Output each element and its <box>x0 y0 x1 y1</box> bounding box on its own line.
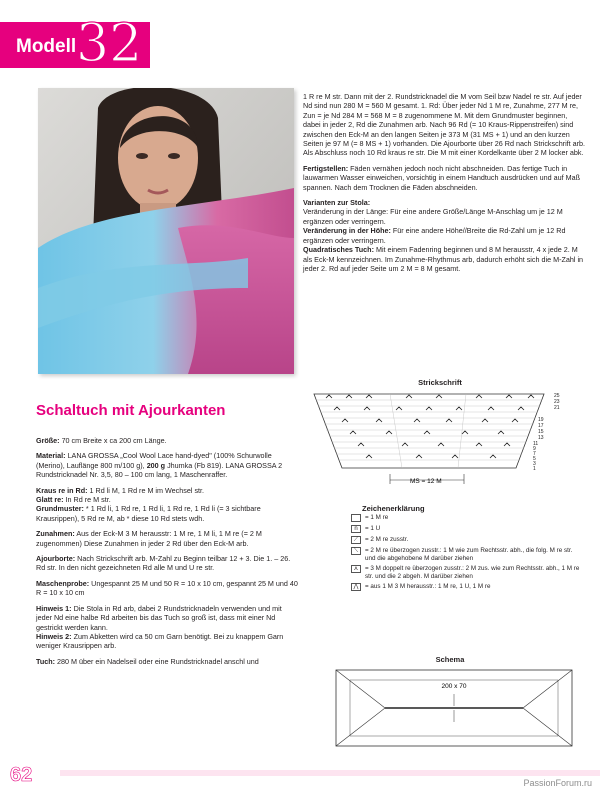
tuch-paragraph: Tuch: 280 M über ein Nadelseil oder eine Rundstricknadel anschl und <box>36 656 259 666</box>
legend-list <box>351 514 581 594</box>
tuch-continued: 1 R re M str. Dann mit der 2. Rundstricknadel die M vom Seil bzw Nadel re str. Auf jeder Nd sind nun 280 M = 560 M gesamt. 1. Rd: Über jeder Nd 1 M re, Zunahme, 277 M re, Zun = je Nd 284 M = 568 M = 8 zugenommene M. Mit dem Grundmuster beginnen, dabei in jeder 2, Rd die Zunahmen arb. Nach 96 Rd (= 10 Kraus-Rippenstreifen) sind zwischen den Eck-M an den langen Seiten je 373 M (31 MS + 1) und an den kurzen Seiten je 97 M (= 8 MS + 1) vorhanden. Die Ajourborte über 26 Rd nach Strickschrift arb. Als Abschluss noch 10 Rd kraus re str. Die M mit einer Kordelkante über 2 M locker abk. <box>303 92 586 158</box>
model-label: Modell <box>16 36 77 57</box>
legend-item: ⋏ = 3 M doppelt re überzogen zusstr.: 2 M zus. wie zum Rechtsstr. abh., 1 M re str. und die 2 abgeh. M darüber ziehen <box>351 565 581 580</box>
hinweise: Hinweis 1: Die Stola in Rd arb, dabei 2 Rundstricknadeln verwenden und mit jeder Nd eine halbe Rd arbeiten bis das Tuch so groß ist, dass mit einer Nd gestrickt werden kann. Hinweis 2: Zum Abketten wird ca 50 cm Garn benötigt. Bei zu knappem Garn weniger Krausrippen arb. <box>36 603 284 651</box>
quadratisch-text: Mit einem Fadenring beginnen und 8 M herausstr, 4 x jede 2. M als Eck-M kennzeichnen. Im Zunahme-Rhythmus arb, dadurch erhöht sich die M-Zahl in jeder 2. Rd auf jeder Seite um 2 M = 8 M gesamt. <box>303 245 584 273</box>
hoehe-text: Für eine andere Höhe//Breite die Rd-Zahl um je 12 Rd ergänzen oder verringern. <box>303 226 566 245</box>
material-paragraph: Material: LANA GROSSA „Cool Wool Lace hand-dyed" (100% Schurwolle (Merino), Lauflänge 800 m/100 g), 200 g Jhumka (Fb 819). LANA GROSSA 2 Rundstricknadel Nr. 3,5, 80 – 100 cm lang, 1 Maschenraffer. <box>36 451 283 480</box>
left-column-text <box>36 436 298 672</box>
varianten-label: Varianten zur Stola: <box>303 198 371 208</box>
legend-item: n = 1 U <box>351 525 581 533</box>
svg-text:21: 21 <box>554 405 560 411</box>
legend-item: ⟍ = 2 M re überzogen zusstr.: 1 M wie zum Rechtsstr. abh., die folg. M re str. und die abgehobene M darüber ziehen <box>351 547 581 562</box>
footer-bar <box>60 770 600 776</box>
legend-title: Zeichenerklärung <box>362 504 425 513</box>
zunahmen-paragraph: Zunahmen: Aus der Eck-M 3 M herausstr: 1 M re, 1 M li, 1 M re (= 2 M zugenommen) Diese Zunahmen in jeder 2 Rd über den Eck-M arb. <box>36 529 262 548</box>
ssk-symbol: ⟍ <box>351 547 361 555</box>
svg-text:11: 11 <box>533 441 539 447</box>
svg-text:5: 5 <box>533 456 536 462</box>
legend-item: ⟋ = 2 M re zusstr. <box>351 536 581 544</box>
knit-stitch-symbol <box>351 514 361 522</box>
page-number: 62 <box>10 764 33 786</box>
double-decrease-symbol: ⋏ <box>351 565 361 573</box>
quadratisch-label: Quadratisches Tuch: <box>303 245 374 255</box>
groesse-paragraph: Größe: 70 cm Breite x ca 200 cm Länge. <box>36 436 167 445</box>
fertigstellen-label: Fertigstellen: <box>303 163 349 173</box>
increase-symbol: ⋀ <box>351 583 361 591</box>
svg-text:25: 25 <box>554 393 560 399</box>
laenge-text: Veränderung in der Länge: Für eine andere Größe/Länge M-Anschlag um je 12 M ergänzen oder verringern. <box>303 207 563 226</box>
svg-text:3: 3 <box>533 461 536 467</box>
repeat-label: MS = 12 M <box>410 478 442 485</box>
svg-text:1: 1 <box>533 466 536 472</box>
hoehe-paragraph <box>303 226 586 245</box>
article-title: Schaltuch mit Ajourkanten <box>36 402 226 419</box>
svg-text:15: 15 <box>538 429 544 435</box>
hoehe-label: Veränderung in der Höhe: <box>303 226 391 236</box>
schema-dimension: 200 x 70 <box>441 683 467 690</box>
svg-text:19: 19 <box>538 417 544 423</box>
quadratisch-paragraph <box>303 245 586 273</box>
k2tog-symbol: ⟋ <box>351 536 361 544</box>
schema-title: Schema <box>435 655 465 664</box>
stitch-definitions: Kraus re in Rd: 1 Rd li M, 1 Rd re M im Wechsel str. Glatt re: In Rd re M str. Grundmuster: * 1 Rd li, 1 Rd re, 1 Rd li, 1 Rd re, 1 Rd li (= 3 sichtbare Krausrippen), 5 Rd re M, ab * diese 10 Rd stets wdh. <box>36 485 261 523</box>
right-column-text <box>303 92 586 273</box>
fertigstellen-paragraph <box>303 164 586 192</box>
maschenprobe-paragraph: Maschenprobe: Ungespannt 25 M und 50 R = 10 x 10 cm, gespannt 25 M und 40 R = 10 x 10 cm <box>36 578 298 598</box>
svg-text:9: 9 <box>533 446 536 452</box>
svg-text:7: 7 <box>533 451 536 457</box>
legend-item: ⋀ = aus 1 M 3 M herausstr.: 1 M re, 1 U, 1 M re <box>351 583 581 591</box>
site-watermark: PassionForum.ru <box>523 778 592 788</box>
chart-title: Strickschrift <box>418 378 462 387</box>
knitting-chart <box>306 388 586 490</box>
ajourborte-paragraph: Ajourborte: Nach Strickschrift arb. M-Zahl zu Beginn teilbar 12 + 3. Die 1. – 26. Rd str. In den nicht gezeichneten Rd alle M und U re str. <box>36 554 291 573</box>
svg-text:13: 13 <box>538 435 544 441</box>
yarn-over-symbol: n <box>351 525 361 533</box>
schema-diagram <box>330 666 580 752</box>
fertigstellen-text: Fäden vernähen jedoch noch nicht abschneiden. Das fertige Tuch in lauwarmen Wasser einweichen, vorsichtig in einem Handtuch ausdrücken und auf Maß spannen. Nach dem Trocknen die Fäden abschneiden. <box>303 163 580 192</box>
model-photo <box>38 88 294 374</box>
model-number: 32 <box>76 14 143 74</box>
varianten-section <box>303 198 586 273</box>
svg-text:17: 17 <box>538 423 544 429</box>
legend-item: = 1 M re <box>351 514 581 522</box>
svg-text:23: 23 <box>554 399 560 405</box>
woman-in-shawl-illustration <box>38 88 294 374</box>
